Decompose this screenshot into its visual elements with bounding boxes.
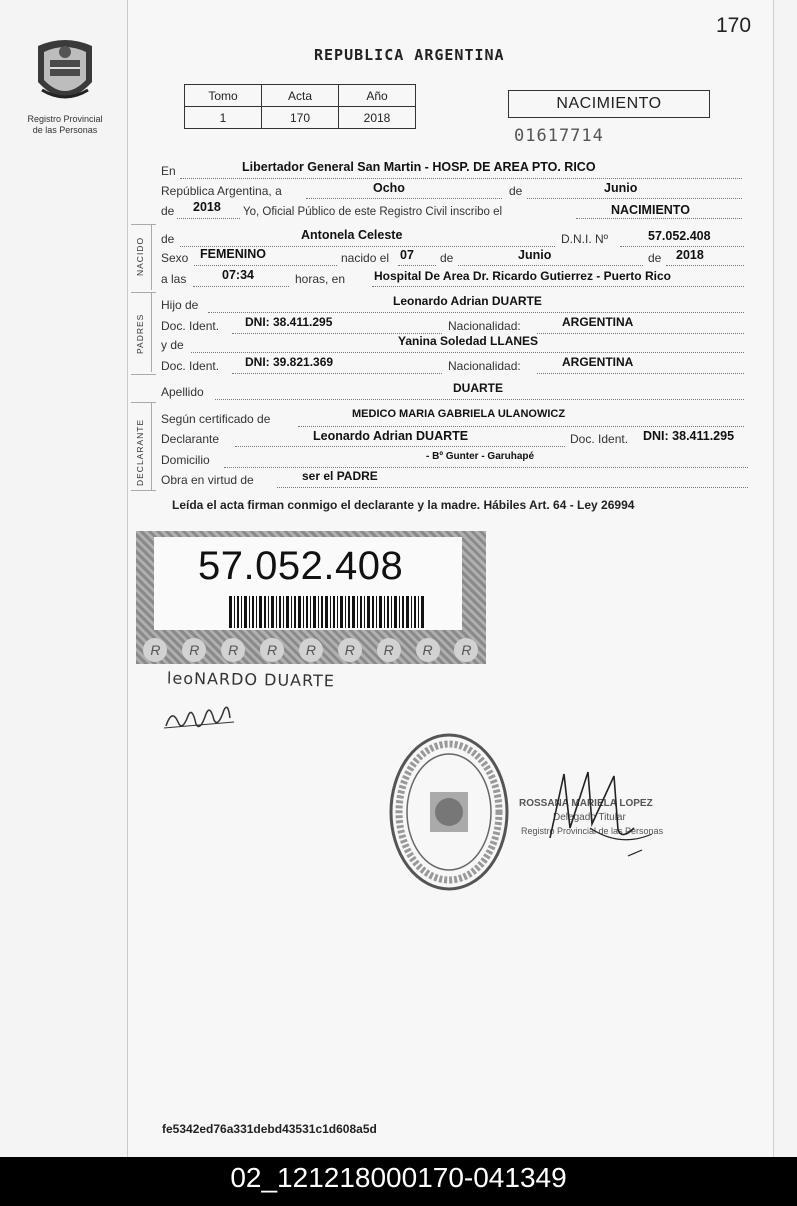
value-madre-nacionalidad: ARGENTINA — [562, 355, 634, 369]
security-pattern — [136, 636, 486, 664]
value-declarante-doc: DNI: 38.411.295 — [643, 429, 735, 443]
logo-text-line1: Registro Provincial — [27, 114, 103, 124]
label-nacionalidad: Nacionalidad: — [448, 319, 521, 333]
value-inscribo: NACIMIENTO — [611, 203, 690, 217]
pattern-letter: R — [299, 638, 323, 662]
closing-note: Leída el acta firman conmigo el declarante y la madre. Hábiles Art. 64 - Ley 26994 — [172, 498, 635, 512]
pattern-letter: R — [182, 638, 206, 662]
value-sexo: FEMENINO — [200, 247, 266, 261]
table-value-anio: 2018 — [339, 107, 416, 129]
pattern-letter: R — [338, 638, 362, 662]
pattern-letter: R — [377, 638, 401, 662]
document-hash: fe5342ed76a331debd43531c1d608a5d — [162, 1122, 377, 1136]
barcode-icon — [229, 596, 427, 628]
label-certificado: Según certificado de — [161, 412, 271, 426]
footer-id: 02_121218000170-041349 — [230, 1162, 567, 1193]
table-value-acta: 170 — [262, 107, 339, 129]
footer-id-bar — [0, 1157, 797, 1206]
text-oficial: Yo, Oficial Público de este Registro Civil inscribo el — [243, 206, 503, 218]
pattern-letter: R — [221, 638, 245, 662]
table-header-anio: Año — [339, 85, 416, 107]
stamp-organization: Registro Provincial de las Personas — [521, 826, 664, 836]
coat-of-arms-icon — [28, 32, 102, 112]
official-seal-icon — [388, 732, 510, 892]
logo-text-line2: de las Personas — [32, 125, 98, 135]
value-padre-nacionalidad: ARGENTINA — [562, 315, 634, 329]
label-doc-ident-2: Doc. Ident. — [161, 359, 220, 373]
label-dni: D.N.I. Nº — [561, 232, 609, 246]
label-y-de: y de — [161, 338, 184, 352]
serial-number: 01617714 — [514, 126, 604, 146]
signature-declarante-icon — [160, 698, 240, 738]
value-padre-doc: DNI: 38.411.295 — [245, 315, 333, 329]
label-de: de — [509, 184, 523, 198]
value-lugar-inscripcion: Libertador General San Martin - HOSP. DE AREA PTO. RICO — [242, 160, 596, 174]
label-de-4: de — [440, 251, 454, 265]
label-nacido: nacido el — [341, 251, 390, 265]
dni-sticker-number: 57.052.408 — [198, 544, 404, 588]
value-nac-anio: 2018 — [676, 248, 704, 262]
value-padre: Leonardo Adrian DUARTE — [393, 294, 542, 308]
side-label-padres: PADRES — [135, 313, 145, 354]
table-header-tomo: Tomo — [185, 85, 262, 107]
signature-official-icon — [530, 768, 670, 863]
value-anio: 2018 — [193, 200, 221, 214]
label-apellido: Apellido — [161, 385, 204, 399]
section-divider — [131, 374, 156, 375]
value-mes: Junio — [604, 181, 638, 195]
dni-sticker — [136, 531, 486, 664]
label-doc-ident: Doc. Ident. — [161, 319, 220, 333]
act-type-box: NACIMIENTO — [508, 90, 710, 118]
value-domicilio: - Bº Gunter - Garuhapé — [426, 451, 535, 462]
pattern-letter: R — [143, 638, 167, 662]
label-de-5: de — [648, 251, 662, 265]
table-header-acta: Acta — [262, 85, 339, 107]
label-declarante: Declarante — [161, 432, 220, 446]
table-value-tomo: 1 — [185, 107, 262, 129]
label-horas-en: horas, en — [295, 272, 346, 286]
value-dia: Ocho — [373, 181, 405, 195]
label-doc-ident-3: Doc. Ident. — [570, 432, 629, 446]
handwritten-name: leoNARDO DUARTE — [166, 668, 336, 691]
pattern-letter: R — [454, 638, 478, 662]
value-apellido: DUARTE — [453, 381, 503, 395]
pattern-letter: R — [260, 638, 284, 662]
page-number: 170 — [716, 14, 752, 37]
section-rule — [151, 224, 152, 290]
value-certificado: MEDICO MARIA GABRIELA ULANOWICZ — [352, 408, 566, 420]
pattern-letter: R — [416, 638, 440, 662]
label-domicilio: Domicilio — [161, 453, 210, 467]
label-en: En — [161, 164, 176, 178]
section-divider — [131, 224, 156, 225]
section-divider — [131, 490, 156, 491]
section-rule — [151, 292, 152, 372]
value-nac-dia: 07 — [400, 248, 414, 262]
value-nac-mes: Junio — [518, 248, 552, 262]
value-lugar-nacimiento: Hospital De Area Dr. Ricardo Gutierrez - Puerto Rico — [374, 269, 671, 283]
registry-table — [184, 84, 416, 129]
value-declarante: Leonardo Adrian DUARTE — [313, 429, 469, 443]
value-nombre: Antonela Celeste — [301, 228, 403, 242]
section-divider — [131, 402, 156, 403]
value-obra: ser el PADRE — [302, 469, 378, 483]
label-de-2: de — [161, 204, 175, 218]
label-republica: República Argentina, a — [161, 184, 282, 198]
value-madre: Yanina Soledad LLANES — [398, 334, 539, 348]
label-a-las: a las — [161, 272, 187, 286]
section-rule — [151, 402, 152, 490]
value-dni: 57.052.408 — [648, 229, 711, 243]
document-title: REPUBLICA ARGENTINA — [314, 46, 505, 64]
value-madre-doc: DNI: 39.821.369 — [245, 355, 334, 369]
label-hijo-de: Hijo de — [161, 298, 199, 312]
stamp-role: Delegado Titular — [553, 812, 626, 823]
value-hora: 07:34 — [222, 268, 254, 282]
side-label-nacido: NACIDO — [135, 236, 145, 276]
registry-logo — [22, 32, 108, 136]
side-label-declarante: DECLARANTE — [135, 418, 145, 486]
stamp-name: ROSSANA MARIELA LOPEZ — [519, 798, 653, 809]
label-sexo: Sexo — [161, 251, 189, 265]
label-obra: Obra en virtud de — [161, 473, 254, 487]
label-de-3: de — [161, 232, 175, 246]
label-nacionalidad-2: Nacionalidad: — [448, 359, 521, 373]
section-divider — [131, 292, 156, 293]
